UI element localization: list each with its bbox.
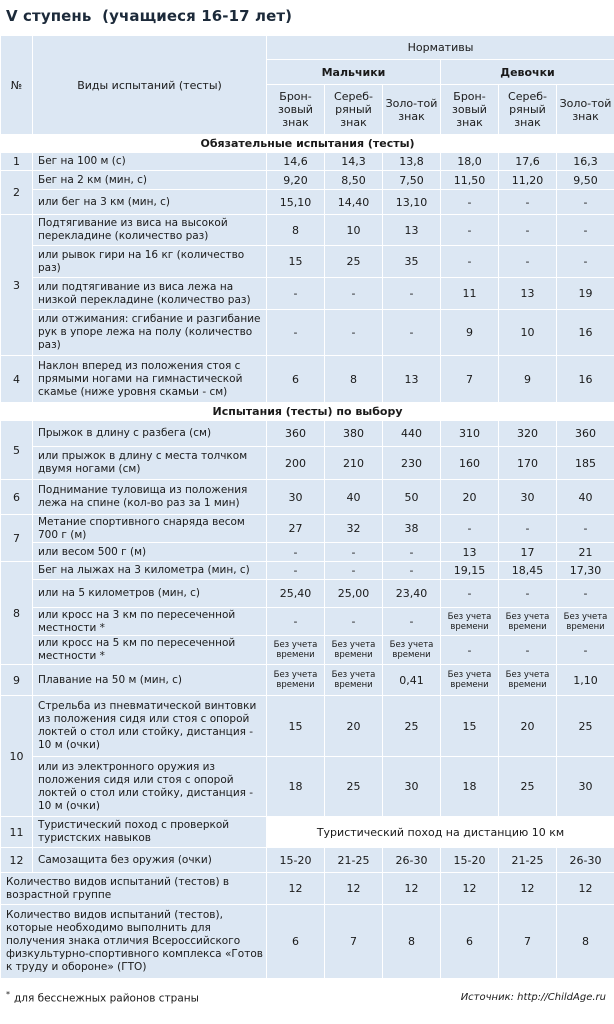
- value-cell: -: [441, 190, 499, 215]
- test-name: или рывок гири на 16 кг (количество раз): [33, 246, 267, 278]
- value-cell: Без учета времени: [441, 665, 499, 696]
- value-cell: 9: [441, 310, 499, 356]
- value-cell: 170: [499, 447, 557, 480]
- value-cell: -: [499, 515, 557, 543]
- test-name: или на 5 километров (мин, с): [33, 580, 267, 608]
- value-cell: 19,15: [441, 562, 499, 580]
- test-name: или бег на 3 км (мин, с): [33, 190, 267, 215]
- table-row: [1, 356, 614, 403]
- value-cell: 12: [383, 873, 441, 905]
- footnote: [6, 990, 199, 1005]
- row-num: 11: [1, 817, 33, 848]
- table-row: [1, 190, 614, 215]
- test-name: Количество видов испытаний (тестов), которые необходимо выполнить для получения знака отличия Всероссийского физкультурно-спортивного комплекса «Готов к труду и обороне» (ГТО): [1, 905, 267, 979]
- value-cell: -: [557, 246, 614, 278]
- value-cell: 17,6: [499, 153, 557, 171]
- value-cell: 30: [267, 480, 325, 515]
- header-num: №: [1, 36, 33, 135]
- value-cell: 19: [557, 278, 614, 310]
- value-cell: 30: [499, 480, 557, 515]
- value-cell: 15,10: [267, 190, 325, 215]
- section-mandatory: Обязательные испытания (тесты): [1, 135, 614, 153]
- value-cell: 11: [441, 278, 499, 310]
- value-cell: -: [267, 543, 325, 562]
- value-cell: -: [499, 636, 557, 665]
- value-cell: 11,50: [441, 171, 499, 190]
- footnote-text: для бесснежных районов страны: [14, 992, 199, 1005]
- header-boys-bronze: Брон-зовый знак: [267, 85, 325, 135]
- table-row: [1, 447, 614, 480]
- row-num: 8: [1, 562, 33, 665]
- value-cell: 20: [325, 696, 383, 757]
- value-cell: -: [557, 215, 614, 246]
- test-name: Бег на 2 км (мин, с): [33, 171, 267, 190]
- value-cell: 26-30: [557, 848, 614, 873]
- value-cell: -: [499, 580, 557, 608]
- value-cell: 200: [267, 447, 325, 480]
- value-cell: 7: [325, 905, 383, 979]
- header-boys-silver: Сереб-ряный знак: [325, 85, 383, 135]
- value-cell: Без учета времени: [383, 636, 441, 665]
- value-cell: 14,40: [325, 190, 383, 215]
- value-cell: -: [267, 608, 325, 636]
- value-cell: 35: [383, 246, 441, 278]
- header-boys: Мальчики: [267, 60, 441, 85]
- test-name: или весом 500 г (м): [33, 543, 267, 562]
- table-row: [1, 608, 614, 636]
- table-row: [1, 543, 614, 562]
- value-cell: 8: [267, 215, 325, 246]
- value-cell: 160: [441, 447, 499, 480]
- row-num: 2: [1, 171, 33, 215]
- value-cell: 16,3: [557, 153, 614, 171]
- test-name: или кросс на 3 км по пересеченной местности *: [33, 608, 267, 636]
- value-cell: 13,10: [383, 190, 441, 215]
- value-cell: 320: [499, 421, 557, 447]
- row-num: 1: [1, 153, 33, 171]
- value-cell: Без учета времени: [499, 608, 557, 636]
- value-cell: 30: [557, 757, 614, 817]
- value-cell: -: [499, 246, 557, 278]
- row-num: 7: [1, 515, 33, 562]
- norms-table: [0, 35, 614, 979]
- value-cell: 16: [557, 310, 614, 356]
- value-cell: 18: [267, 757, 325, 817]
- value-cell: 12: [325, 873, 383, 905]
- value-cell: 6: [441, 905, 499, 979]
- test-name: Поднимание туловища из положения лежа на спине (кол-во раз за 1 мин): [33, 480, 267, 515]
- test-name: или отжимания: сгибание и разгибание рук в упоре лежа на полу (количество раз): [33, 310, 267, 356]
- test-name: Туристический поход с проверкой туристских навыков: [33, 817, 267, 848]
- test-name: или кросс на 5 км по пересеченной местности *: [33, 636, 267, 665]
- value-cell: Без учета времени: [557, 608, 614, 636]
- value-cell: -: [441, 580, 499, 608]
- table-row: [1, 310, 614, 356]
- value-cell: 12: [441, 873, 499, 905]
- value-cell: -: [441, 215, 499, 246]
- value-cell: 21-25: [325, 848, 383, 873]
- value-cell: Без учета времени: [267, 665, 325, 696]
- header-girls-bronze: Брон-зовый знак: [441, 85, 499, 135]
- value-cell: -: [383, 310, 441, 356]
- value-cell: 9,20: [267, 171, 325, 190]
- value-cell: 230: [383, 447, 441, 480]
- table-row: [1, 515, 614, 543]
- value-cell: -: [325, 543, 383, 562]
- test-name: или прыжок в длину с места толчком двумя ногами (см): [33, 447, 267, 480]
- value-cell: 12: [499, 873, 557, 905]
- value-cell: 11,20: [499, 171, 557, 190]
- test-name: Метание спортивного снаряда весом 700 г (м): [33, 515, 267, 543]
- value-cell: 8: [383, 905, 441, 979]
- value-cell: -: [383, 562, 441, 580]
- table-row: [1, 636, 614, 665]
- value-cell: 6: [267, 905, 325, 979]
- value-cell: 210: [325, 447, 383, 480]
- value-cell: 7: [441, 356, 499, 403]
- value-cell: 12: [267, 873, 325, 905]
- test-name: Бег на 100 м (с): [33, 153, 267, 171]
- test-name: Прыжок в длину с разбега (см): [33, 421, 267, 447]
- value-cell: 40: [557, 480, 614, 515]
- value-cell: 380: [325, 421, 383, 447]
- value-cell: -: [267, 562, 325, 580]
- table-row: [1, 562, 614, 580]
- value-cell: 25: [325, 757, 383, 817]
- value-cell: Без учета времени: [499, 665, 557, 696]
- value-cell: 25,40: [267, 580, 325, 608]
- value-cell: 32: [325, 515, 383, 543]
- value-cell: 9: [499, 356, 557, 403]
- footer: [0, 984, 614, 1024]
- test-name: Наклон вперед из положения стоя с прямыми ногами на гимнастической скамье (ниже уровня скамьи - см): [33, 356, 267, 403]
- value-cell: 10: [325, 215, 383, 246]
- footnote-mark: *: [6, 990, 10, 999]
- value-cell: 27: [267, 515, 325, 543]
- page-title: V ступень (учащиеся 16-17 лет): [6, 7, 293, 25]
- table-row: [1, 873, 614, 905]
- value-cell: 21: [557, 543, 614, 562]
- table-row: [1, 171, 614, 190]
- value-cell: 9,50: [557, 171, 614, 190]
- value-cell: 17,30: [557, 562, 614, 580]
- value-cell: -: [441, 246, 499, 278]
- value-cell: Без учета времени: [325, 636, 383, 665]
- value-cell: 18: [441, 757, 499, 817]
- value-cell: -: [441, 636, 499, 665]
- value-cell: Без учета времени: [441, 608, 499, 636]
- title-bar: [0, 0, 614, 36]
- row-num: 4: [1, 356, 33, 403]
- table-row: [1, 480, 614, 515]
- value-cell: 50: [383, 480, 441, 515]
- table-row: [1, 817, 614, 848]
- value-cell: -: [325, 310, 383, 356]
- value-cell: 440: [383, 421, 441, 447]
- value-cell: 13: [441, 543, 499, 562]
- row-num: 5: [1, 421, 33, 480]
- value-cell: 26-30: [383, 848, 441, 873]
- value-cell: -: [557, 636, 614, 665]
- value-cell: 18,0: [441, 153, 499, 171]
- value-cell: 12: [557, 873, 614, 905]
- value-cell: -: [383, 543, 441, 562]
- value-cell: 23,40: [383, 580, 441, 608]
- value-cell: -: [441, 515, 499, 543]
- value-cell: -: [557, 580, 614, 608]
- value-cell: 13: [499, 278, 557, 310]
- value-cell: Без учета времени: [325, 665, 383, 696]
- value-cell: 25: [383, 696, 441, 757]
- value-cell: 10: [499, 310, 557, 356]
- value-cell: 7: [499, 905, 557, 979]
- value-cell: 15: [441, 696, 499, 757]
- row-num: 3: [1, 215, 33, 356]
- header-girls: Девочки: [441, 60, 614, 85]
- value-cell: 17: [499, 543, 557, 562]
- table-row: [1, 580, 614, 608]
- value-cell: 13: [383, 215, 441, 246]
- header-boys-gold: Золо-той знак: [383, 85, 441, 135]
- table-row: [1, 215, 614, 246]
- value-cell: 360: [267, 421, 325, 447]
- value-cell: 185: [557, 447, 614, 480]
- value-cell: 8: [557, 905, 614, 979]
- value-cell: 8: [325, 356, 383, 403]
- value-cell: 18,45: [499, 562, 557, 580]
- value-cell: -: [325, 608, 383, 636]
- table-row: [1, 153, 614, 171]
- value-cell: 25: [499, 757, 557, 817]
- value-cell: -: [383, 608, 441, 636]
- source-link[interactable]: Источник: http://ChildAge.ru: [460, 992, 606, 1003]
- value-cell: 8,50: [325, 171, 383, 190]
- test-name: или подтягивание из виса лежа на низкой перекладине (количество раз): [33, 278, 267, 310]
- row-num: 12: [1, 848, 33, 873]
- value-cell: 310: [441, 421, 499, 447]
- value-cell: 20: [499, 696, 557, 757]
- row-num: 9: [1, 665, 33, 696]
- value-cell: 360: [557, 421, 614, 447]
- value-cell: -: [499, 215, 557, 246]
- test-name: Самозащита без оружия (очки): [33, 848, 267, 873]
- value-cell: 30: [383, 757, 441, 817]
- value-cell: 0,41: [383, 665, 441, 696]
- value-cell: 14,6: [267, 153, 325, 171]
- value-cell: 25,00: [325, 580, 383, 608]
- table-row: [1, 757, 614, 817]
- value-cell: 13: [383, 356, 441, 403]
- value-cell: -: [267, 278, 325, 310]
- value-cell: -: [383, 278, 441, 310]
- table-row: [1, 278, 614, 310]
- test-name: Количество видов испытаний (тестов) в возрастной группе: [1, 873, 267, 905]
- value-cell: 21-25: [499, 848, 557, 873]
- test-name: Плавание на 50 м (мин, с): [33, 665, 267, 696]
- value-cell: 13,8: [383, 153, 441, 171]
- table-row: [1, 848, 614, 873]
- value-cell: 14,3: [325, 153, 383, 171]
- merged-cell: Туристический поход на дистанцию 10 км: [267, 817, 614, 848]
- header-tests: Виды испытаний (тесты): [33, 36, 267, 135]
- test-name: или из электронного оружия из положения сидя или стоя с опорой локтей о стол или стойку, дистанция - 10 м (очки): [33, 757, 267, 817]
- row-num: 10: [1, 696, 33, 817]
- value-cell: 15-20: [267, 848, 325, 873]
- value-cell: 20: [441, 480, 499, 515]
- header-norms: Нормативы: [267, 36, 614, 60]
- value-cell: -: [325, 278, 383, 310]
- value-cell: 6: [267, 356, 325, 403]
- table-row: [1, 665, 614, 696]
- test-name: Подтягивание из виса на высокой перекладине (количество раз): [33, 215, 267, 246]
- table-row: [1, 421, 614, 447]
- table-row: [1, 696, 614, 757]
- test-name: Бег на лыжах на 3 километра (мин, с): [33, 562, 267, 580]
- value-cell: 40: [325, 480, 383, 515]
- header-girls-gold: Золо-той знак: [557, 85, 614, 135]
- table-row: [1, 246, 614, 278]
- value-cell: 25: [325, 246, 383, 278]
- value-cell: 16: [557, 356, 614, 403]
- test-name: Стрельба из пневматической винтовки из положения сидя или стоя с опорой локтей о стол или стойку, дистанция - 10 м (очки): [33, 696, 267, 757]
- value-cell: 7,50: [383, 171, 441, 190]
- value-cell: 15: [267, 696, 325, 757]
- value-cell: 25: [557, 696, 614, 757]
- value-cell: -: [267, 310, 325, 356]
- value-cell: Без учета времени: [267, 636, 325, 665]
- row-num: 6: [1, 480, 33, 515]
- value-cell: 1,10: [557, 665, 614, 696]
- table-row: [1, 905, 614, 979]
- section-optional: Испытания (тесты) по выбору: [1, 403, 614, 421]
- header-girls-silver: Сереб-ряный знак: [499, 85, 557, 135]
- value-cell: 38: [383, 515, 441, 543]
- value-cell: -: [557, 190, 614, 215]
- value-cell: -: [325, 562, 383, 580]
- value-cell: -: [499, 190, 557, 215]
- value-cell: 15-20: [441, 848, 499, 873]
- value-cell: 15: [267, 246, 325, 278]
- value-cell: -: [557, 515, 614, 543]
